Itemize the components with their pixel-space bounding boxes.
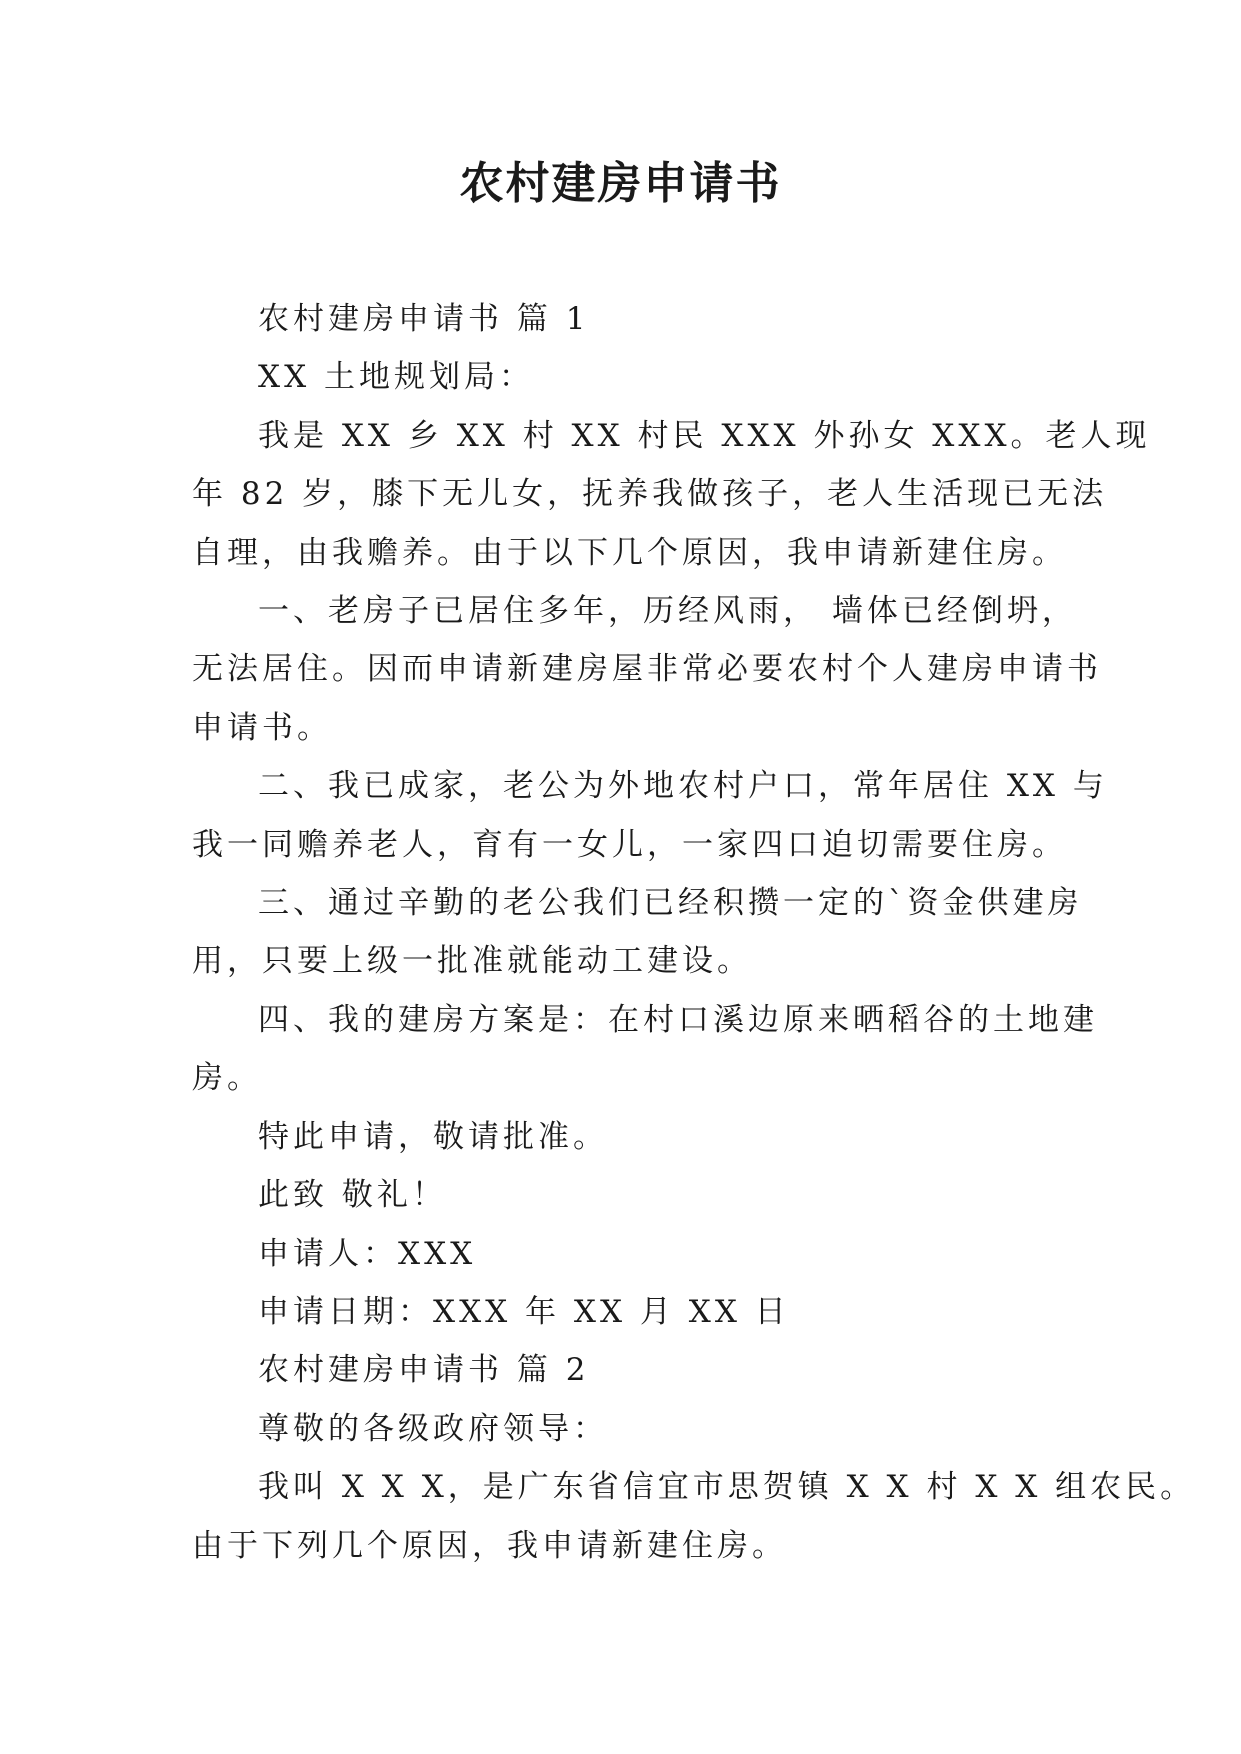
body-line: 由于下列几个原因，我申请新建住房。 bbox=[192, 1527, 787, 1564]
body-line: 申请日期：XXX 年 XX 月 XX 日 bbox=[258, 1293, 790, 1330]
body-line: 自理，由我赡养。由于以下几个原因，我申请新建住房。 bbox=[192, 534, 1067, 571]
body-line: 年 82 岁，膝下无儿女，抚养我做孩子，老人生活现已无法 bbox=[192, 476, 1108, 513]
body-line: 农村建房申请书 篇 2 bbox=[258, 1352, 590, 1389]
body-line: 无法居住。因而申请新建房屋非常必要农村个人建房申请书 bbox=[192, 651, 1102, 688]
body-line: XX 土地规划局： bbox=[258, 359, 534, 396]
body-line: 农村建房申请书 篇 1 bbox=[258, 301, 590, 337]
body-line: 我是 XX 乡 XX 村 XX 村民 XXX 外孙女 XXX。老人现 bbox=[258, 417, 1151, 454]
body-line: 申请人：XXX bbox=[258, 1235, 477, 1272]
body-line: 一、老房子已居住多年，历经风雨， 墙体已经倒坍， bbox=[258, 593, 1077, 630]
body-line: 用，只要上级一批准就能动工建设。 bbox=[192, 943, 752, 980]
body-line: 房。 bbox=[192, 1060, 262, 1097]
body-line: 四、我的建房方案是：在村口溪边原来晒稻谷的土地建 bbox=[258, 1001, 1098, 1038]
body-line: 尊敬的各级政府领导： bbox=[258, 1410, 608, 1447]
body-line: 三、通过辛勤的老公我们已经积攒一定的`资金供建房 bbox=[258, 885, 1083, 922]
document-title: 农村建房申请书 bbox=[459, 158, 782, 209]
body-line: 我叫 X X X，是广东省信宜市思贺镇 X X 村 X X 组农民。 bbox=[258, 1469, 1196, 1506]
body-line: 申请书。 bbox=[192, 709, 332, 746]
document-body bbox=[192, 290, 1196, 1575]
body-line: 我一同赡养老人，育有一女儿，一家四口迫切需要住房。 bbox=[192, 826, 1067, 863]
body-line: 特此申请，敬请批准。 bbox=[258, 1118, 608, 1155]
body-line: 二、我已成家，老公为外地农村户口，常年居住 XX 与 bbox=[258, 768, 1108, 805]
body-line: 此致 敬礼！ bbox=[258, 1177, 447, 1214]
